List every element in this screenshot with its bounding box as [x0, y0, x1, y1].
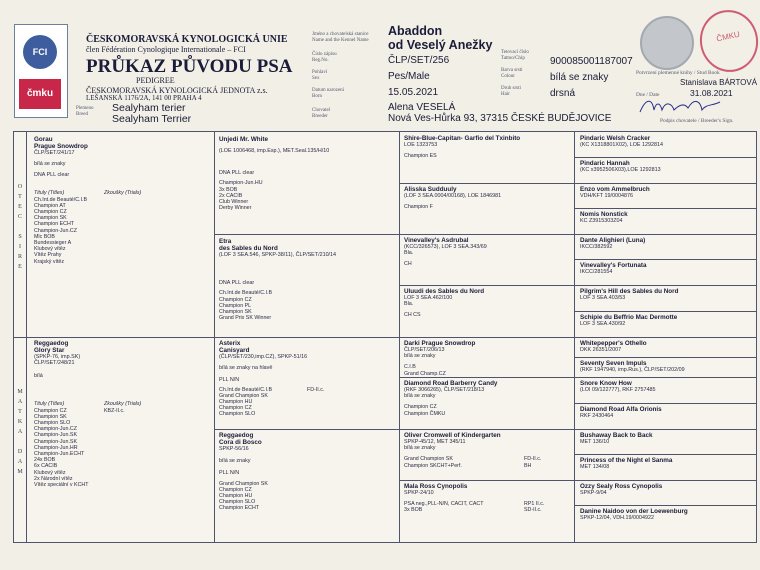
ggp-name: Alisska Sudduuly	[404, 186, 457, 193]
coat-value: drsná	[550, 88, 576, 99]
title-entry: Ch.Int.de Beauté/C.I.B	[219, 290, 272, 297]
sire-side-label: O T E C S I R E	[17, 184, 23, 270]
ggp-colour: Bla.	[404, 250, 414, 257]
title-entry: Champion SLO	[219, 499, 256, 506]
colour-label-cz: Barva srsti	[501, 68, 523, 73]
great-great-grandparent-cell	[580, 262, 752, 282]
breed-en: Sealyham Terrier	[112, 113, 192, 125]
ggp-colour: Bla.	[404, 301, 414, 308]
title-entry: Champion ECHT	[219, 505, 260, 512]
breeder-label-en: Breeder	[312, 114, 328, 119]
gp-reg: (ČLP/SET/230,imp.CZ), SPKP-51/16	[219, 354, 308, 360]
dam-kennel: Glory Star	[34, 347, 65, 354]
seal-icon	[640, 16, 694, 70]
gggp-reg: SPKP-12/04, VDH.19/0004922	[580, 515, 655, 521]
stud-book-label: Potvrzení plemenné knihy / Stud Book	[636, 70, 720, 76]
dam-trials-label: Zkoušky (Trials)	[104, 400, 142, 407]
gp-health: PLL N/N	[219, 470, 240, 477]
gggp-name: Schipie du Beffrio Mac Dermotte	[580, 314, 678, 321]
title-entry: 2x CACIB	[219, 192, 243, 199]
dog-name	[388, 24, 492, 52]
stud-book-registrar: Stanislava BÁRTOVÁ	[680, 78, 758, 87]
title-entry: Champion CZ	[34, 407, 67, 414]
dam-titles-list	[34, 408, 212, 489]
title-entry: Champion CZ	[34, 209, 67, 216]
tattoo-label-en: Tattoo/Chip	[501, 56, 525, 61]
ggp-name: Oliver Cromwell of Kindergarten	[404, 432, 501, 439]
gggp-name: Bushaway Back to Back	[580, 432, 653, 439]
ggp-titles	[404, 153, 572, 159]
gggp-name: Whitepepper's Othello	[580, 340, 647, 347]
title-entry: Vítěz Prahy	[34, 252, 62, 259]
gggp-reg: SPKP-9/04	[580, 490, 607, 496]
great-grandparent-cell	[404, 237, 572, 284]
gp-colour: bílá se znaky na hlavě	[219, 365, 273, 372]
ggp-colour: bílá se znaky	[404, 353, 436, 360]
date-label: Dne / Date	[636, 92, 660, 98]
title-entry: 3x BOB	[404, 507, 423, 514]
great-grandparent-cell	[404, 380, 572, 428]
title-entry: Champion SK	[219, 309, 252, 316]
title-entry: Champion PL	[219, 302, 252, 309]
title-entry: Champion-Jun.CZ	[34, 426, 77, 433]
title-entry: Champion SK	[34, 215, 67, 222]
ggp-reg: (RKF 3066265), ČLP/SET/218/13	[404, 387, 485, 393]
gp-name: Reggaedog	[219, 432, 254, 439]
title-entry: Champion CZ	[219, 486, 252, 493]
gggp-name: Snore Know How	[580, 380, 632, 387]
name-label-cz: Jméno a chovatelská stanice	[312, 32, 369, 37]
dog-name-line1: Abaddon	[388, 24, 443, 38]
ggp-titles	[404, 456, 572, 468]
title-entry: Champion CZ	[219, 296, 252, 303]
title-entry: 2x Národní vítěz	[34, 475, 73, 482]
title-entry: Vítěz speciální v KCHT	[34, 482, 89, 489]
ggp-reg: ČLP/SET/206/13	[404, 347, 445, 353]
gp-colour: bílá se znaky	[219, 458, 251, 465]
dam-trial: KBZ-II.c.	[104, 407, 125, 414]
ggp-titles	[404, 312, 572, 318]
dam-side-label: M A T K A D A M	[17, 389, 23, 475]
great-grandparent-cell	[404, 483, 572, 541]
document-title: PRŮKAZ PŮVODU PSA	[86, 56, 293, 77]
sex-value: Pes/Male	[388, 71, 430, 82]
gp-titles	[219, 180, 397, 211]
title-entry: Champion ČMKU	[404, 410, 446, 417]
sire-trials-label: Zkoušky (Trials)	[104, 189, 142, 196]
title-entry: Ch.Int.de Beauté/C.I.B	[219, 386, 272, 393]
sire-reg: ČLP/SET/241/17	[34, 150, 75, 156]
great-great-grandparent-cell	[580, 483, 752, 503]
dam-titles-label: Tituly (Titles)	[34, 400, 65, 407]
title-entry: Grand Champion SK	[219, 480, 268, 487]
gp-kennel: des Sables du Nord	[219, 245, 278, 252]
ggp-reg: SPKP-24/10	[404, 490, 434, 496]
great-grandparent-cell	[404, 432, 572, 479]
sire-kennel: Prague Snowdrop	[34, 143, 88, 150]
breeder-label	[312, 108, 330, 120]
sex-label	[312, 70, 327, 82]
title-entry: Champion-Jun.HR	[34, 444, 78, 451]
sex-label-en: Sex	[312, 76, 320, 81]
tattoo-chip: 900085001187007	[550, 56, 633, 67]
gp-name: Etra	[219, 238, 232, 245]
title-entry: Grand Champ.CZ	[404, 370, 446, 376]
title-entry: 24x BOB	[34, 457, 56, 464]
ggp-trials	[524, 501, 544, 513]
gggp-name: Vinevalley's Fortunata	[580, 262, 647, 269]
gp-sire-dam-cell	[219, 238, 397, 334]
stamp-text: ČMKU	[715, 29, 741, 44]
title-entry: Club Winner	[219, 199, 249, 206]
name-label-en: Name and the Kennel Name	[312, 38, 369, 43]
gggp-reg: (LOI 09/122777), RKF 2757485	[580, 387, 656, 393]
breeder-signature	[636, 92, 726, 118]
breed-label	[76, 106, 94, 118]
ggp-colour: bílá se znaky	[404, 393, 436, 400]
issuer-name: ČESKOMORAVSKÁ KYNOLOGICKÁ JEDNOTA z.s.	[86, 86, 268, 95]
reg-number: ČLP/SET/256	[388, 55, 450, 66]
title-entry: Derby Winner	[219, 205, 252, 212]
title-entry: 3x BOB	[219, 186, 238, 193]
gp-titles	[219, 481, 397, 512]
title-entry: Champion HU	[219, 493, 253, 500]
gggp-name: Pindaric Welsh Cracker	[580, 135, 651, 142]
document-subtitle: PEDIGREE	[136, 76, 175, 85]
gggp-reg: DKK 26351/2007	[580, 347, 622, 353]
title-entry: Champion-Jun.ECHT	[34, 451, 85, 458]
ggp-reg: (KCC/326573), LOF 3 SEA.343/69	[404, 244, 487, 250]
great-grandparent-cell	[404, 135, 572, 182]
title-entry: Mlc BOB	[34, 233, 55, 240]
dog-name-line2: od Veselý Anežky	[388, 38, 493, 52]
ggp-name: Uluudi des Sables du Nord	[404, 288, 485, 295]
ggp-name: Diamond Road Barberry Candy	[404, 380, 498, 387]
dam-name: Reggaedog	[34, 340, 69, 347]
ggp-reg: LOF 3 SEA.462/100	[404, 295, 453, 301]
colour-value: bílá se znaky	[550, 72, 609, 83]
cmku-logo	[14, 24, 68, 118]
coat-label	[501, 86, 521, 98]
birth-date: 15.05.2021	[388, 87, 439, 98]
issue-date: 31.08.2021	[690, 88, 733, 98]
gggp-name: Dante Alighieri (Luna)	[580, 237, 646, 244]
coat-label-en: Hair	[501, 92, 510, 97]
great-great-grandparent-cell	[580, 432, 752, 452]
trial-entry: FD-II.c.	[524, 456, 542, 463]
gggp-name: Seventy Seven Impuls	[580, 360, 647, 367]
ggp-titles	[404, 261, 572, 267]
title-entry: Champion F	[404, 204, 433, 211]
ggp-titles	[404, 501, 572, 513]
gp-dam-dam-cell	[219, 432, 397, 540]
breeder-label-cz: Chovatel	[312, 108, 331, 113]
gggp-reg: (KC x3952506X03),LOE 1292813	[580, 167, 661, 173]
gggp-name: Enzo vom Ammelbruch	[580, 186, 650, 193]
title-entry: Champion AT	[34, 202, 66, 209]
gp-health: DNA PLL clear	[219, 170, 255, 177]
title-entry: Champion-Jun.CZ	[34, 227, 77, 234]
tattoo-label-cz: Tetovací číslo	[501, 50, 529, 55]
gggp-reg: (KC X1318801X02), LOE 1292814	[580, 142, 664, 148]
ggp-name: Vinevalley's Asdrubal	[404, 237, 469, 244]
great-great-grandparent-cell	[580, 380, 752, 400]
breeder-sign-label: Podpis chovatele / Breeder's Sign.	[660, 118, 734, 124]
ggp-name: Darki Prague Snowdrop	[404, 340, 476, 347]
breed-label-cz: Plemeno	[76, 106, 94, 111]
title-entry: Champion-Jun.SK	[34, 438, 77, 445]
ggp-name: Mala Ross Cynopolis	[404, 483, 468, 490]
title-entry: Grand Prix SK Winner	[219, 315, 272, 322]
sex-label-cz: Pohlaví	[312, 70, 328, 75]
ggp-titles	[404, 404, 572, 416]
issuer-address: LEŠANSKÁ 1176/2A, 141 00 PRAHA 4	[86, 94, 202, 102]
dob-label	[312, 88, 344, 100]
title-entry: Ch.Int.de Beauté/C.I.B	[34, 196, 87, 203]
breed-cz: Sealyham terier	[112, 102, 186, 114]
gggp-reg: IKCC/382592	[580, 244, 613, 250]
title-entry: 6x CACIB	[34, 463, 58, 470]
trial-entry: BH	[524, 462, 532, 469]
ggp-titles	[404, 364, 572, 376]
gggp-name: Danine Naidoo von der Loewenburg	[580, 508, 688, 515]
trial-entry: SD-II.c.	[524, 507, 542, 514]
title-entry: Champion HU	[219, 399, 253, 406]
breeder-name: Alena VESELÁ	[388, 102, 456, 113]
gp-dam-sire-cell	[219, 340, 397, 426]
gp-health: DNA PLL clear	[219, 280, 255, 287]
gggp-name: Nomis Nonstick	[580, 211, 628, 218]
ggp-name: Shire-Blue-Capitan- Garfio del Txinbito	[404, 135, 521, 142]
gggp-name: Pilgrim's Hill des Sables du Nord	[580, 288, 679, 295]
gggp-reg: IKCC/281554	[580, 269, 613, 275]
great-great-grandparent-cell	[580, 186, 752, 206]
gggp-reg: KC Z3915303Z04	[580, 218, 623, 224]
title-entry: Champion SLO	[34, 420, 71, 427]
title-entry: Champion SK	[34, 413, 67, 420]
official-stamp	[694, 5, 760, 78]
title-entry: Champion SLO	[219, 411, 256, 418]
gggp-reg: LOF 3 SEA.430/92	[580, 321, 626, 327]
gggp-reg: MET 134/08	[580, 464, 610, 470]
title-entry: Champion ECHT	[34, 221, 75, 228]
sire-name: Gorau	[34, 136, 53, 143]
gp-kennel: Cora di Bosco	[219, 439, 262, 446]
gggp-reg: MET 136/10	[580, 439, 610, 445]
gp-reg: SPKP-56/16	[219, 446, 249, 452]
pedigree-table	[13, 131, 757, 543]
dob-label-cz: Datum narození	[312, 88, 345, 93]
reg-label	[312, 52, 337, 64]
great-great-grandparent-cell	[580, 160, 752, 180]
colour-label-en: Colour	[501, 74, 515, 79]
gggp-reg: (RKF 1947940, imp.Rus.), ČLP/SET/202/09	[580, 367, 685, 373]
gp-reg: (LOE 1006468, imp.Esp.), MET.Seal.135/H/10	[219, 148, 330, 154]
gp-reg: (LOF 3 SEA.546, SPKP-38/11), ČLP/SET/210/14	[219, 252, 337, 258]
sire-titles-list	[34, 197, 212, 265]
title-entry: Klubový vítěz	[34, 246, 66, 253]
name-label	[312, 32, 369, 44]
cmku-logo-icon: čmku	[19, 79, 61, 109]
gggp-name: Princess of the Night el Sanma	[580, 457, 673, 464]
gp-kennel: Canisyard	[219, 347, 250, 354]
title-entry: Grand Champion SK	[404, 456, 453, 463]
title-entry: Bundessieger A	[34, 240, 72, 247]
title-entry: Champion-Jun.SK	[34, 432, 77, 439]
ggp-colour: bílá se znaky	[404, 445, 436, 452]
gp-trial: FD-II.c.	[307, 386, 325, 393]
trial-entry: RP1 II.c.	[524, 501, 545, 508]
org-name: ČESKOMORAVSKÁ KYNOLOGICKÁ UNIE	[86, 34, 288, 45]
gggp-name: Ozzy Sealy Ross Cynopolis	[580, 483, 663, 490]
great-great-grandparent-cell	[580, 508, 752, 528]
gp-name: Unjedi Mr. White	[219, 136, 268, 143]
great-great-grandparent-cell	[580, 457, 752, 477]
title-entry: Champion SKCHT+Perf.	[404, 462, 462, 469]
great-grandparent-cell	[404, 340, 572, 376]
great-great-grandparent-cell	[580, 340, 752, 360]
sire-cell	[34, 136, 212, 334]
ggp-reg: LOE 1323753	[404, 142, 438, 148]
ggp-reg: SPKP-45/12, MET 345/11	[404, 439, 466, 445]
gggp-reg: VDH/KFT 19/0004876	[580, 193, 633, 199]
great-great-grandparent-cell	[580, 406, 752, 426]
title-entry: CH	[404, 261, 412, 268]
coat-label-cz: Druh srsti	[501, 86, 521, 91]
title-entry: Champion ES	[404, 153, 437, 160]
colour-label	[501, 68, 523, 80]
ggp-reg: (LOF 3 SEA.0004/00168), LOE 1846981	[404, 193, 502, 199]
dam-colour: bílá	[34, 373, 43, 380]
gggp-reg: LOF 3 SEA.403/53	[580, 295, 626, 301]
title-entry: Grand Champion SK	[219, 392, 268, 399]
sire-health: DNA PLL clear	[34, 172, 70, 179]
reg-label-cz: Číslo zápisu	[312, 52, 337, 57]
title-entry: C.I.B	[404, 364, 416, 371]
gp-sire-sire-cell	[219, 136, 397, 232]
gp-name: Asterix	[219, 340, 241, 347]
gggp-name: Pindaric Hannah	[580, 160, 630, 167]
title-entry: Klubový vítěz	[34, 469, 66, 476]
great-great-grandparent-cell	[580, 211, 752, 231]
tattoo-label	[501, 50, 529, 62]
dam-reg: ČLP/SET/248/21	[34, 360, 75, 367]
great-grandparent-cell	[404, 288, 572, 336]
fci-logo-icon: FCI	[23, 35, 57, 69]
pedigree-header	[0, 0, 760, 130]
ggp-trials	[524, 456, 541, 468]
title-entry: Champion CZ	[219, 405, 252, 412]
title-entry: Krajský vítěz	[34, 258, 65, 265]
reg-label-en: Reg.No.	[312, 58, 329, 63]
dam-reg-import: (SPKP-76, imp.SK)	[34, 354, 81, 360]
great-grandparent-cell	[404, 186, 572, 233]
title-entry: Champion-Jun.HU	[219, 180, 263, 187]
sire-titles-label: Tituly (Titles)	[34, 189, 65, 196]
great-great-grandparent-cell	[580, 360, 752, 380]
gp-titles	[219, 290, 397, 321]
dob-label-en: Born	[312, 94, 322, 99]
org-fci-membership: člen Fédération Cynologique Internationale – FCI	[86, 45, 246, 54]
gggp-reg: RKF 2430464	[580, 413, 614, 419]
gp-health: PLL N/N	[219, 377, 240, 384]
sire-colour: bílá se znaky	[34, 161, 66, 168]
great-great-grandparent-cell	[580, 237, 752, 257]
title-entry: Champion CZ	[404, 404, 437, 411]
title-entry: PSA neg.,PLL-N/N, CACIT, CACT	[404, 501, 484, 508]
great-great-grandparent-cell	[580, 314, 752, 334]
breeder-address: Nová Ves-Hůrka 93, 37315 ČESKÉ BUDĚJOVICE	[388, 113, 612, 124]
breed-label-en: Breed	[76, 112, 88, 117]
dam-cell	[34, 340, 212, 540]
title-entry: CH CS	[404, 312, 421, 319]
ggp-titles	[404, 204, 572, 210]
gggp-name: Diamond Road Alfa Orionis	[580, 406, 662, 413]
great-great-grandparent-cell	[580, 135, 752, 155]
great-great-grandparent-cell	[580, 288, 752, 308]
